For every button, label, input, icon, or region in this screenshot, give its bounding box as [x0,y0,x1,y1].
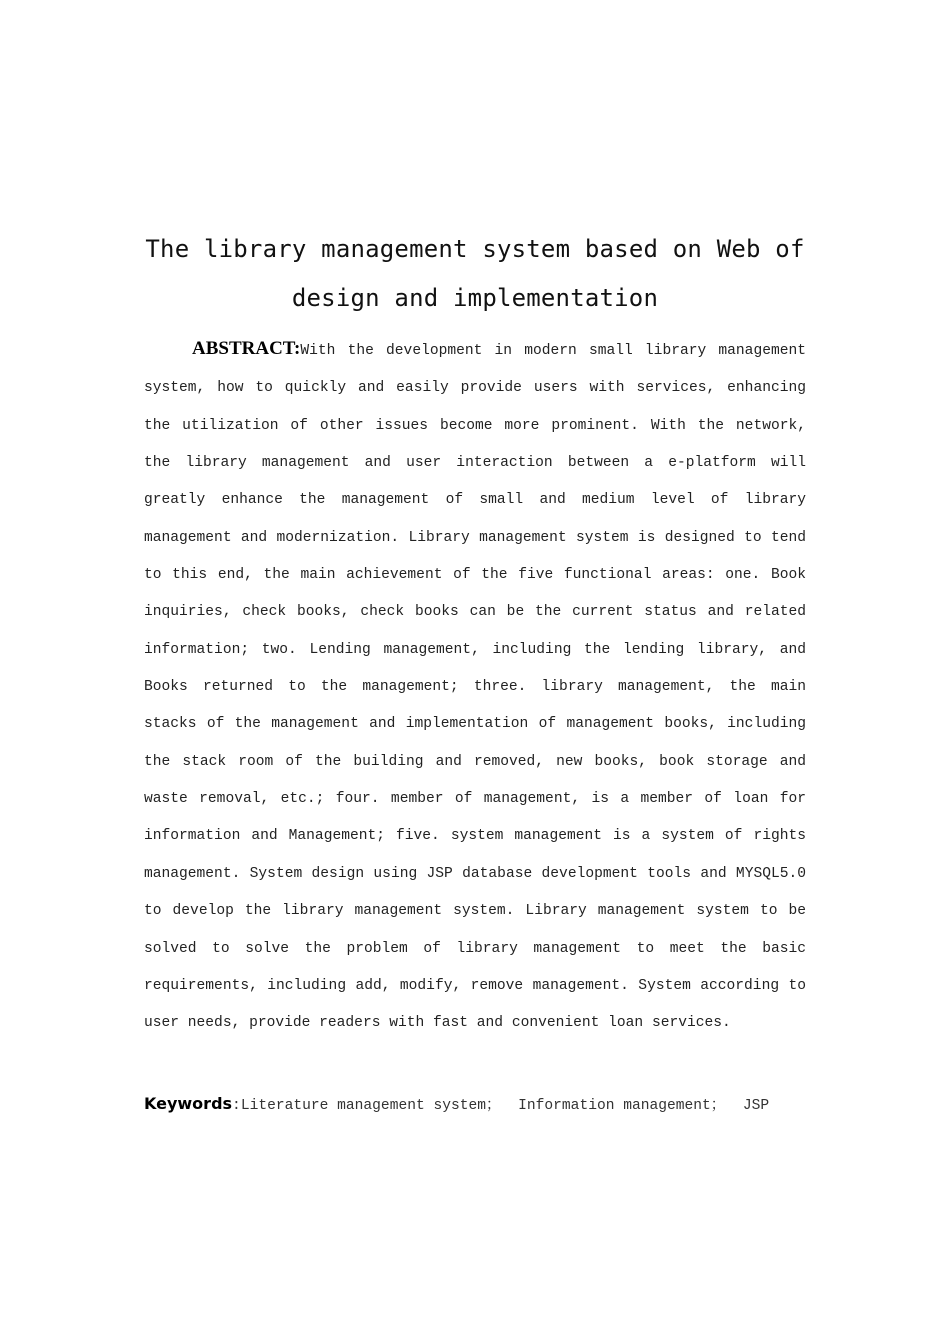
keyword-item: Information management； [518,1098,726,1114]
title-line-1: The library management system based on Web of [145,235,805,263]
abstract-label: ABSTRACT: [192,338,301,359]
keywords-colon: : [232,1098,241,1114]
title-line-2: design and implementation [291,284,659,312]
keyword-item: Literature management system； [240,1098,501,1114]
document-title [110,225,840,323]
keywords-label: Keywords [144,1094,233,1113]
abstract-text: With the development in modern small library management system, how to quickly and easily provide users with services, enhancing the utilization of other issues become more prominent. With the network, the library management and user interaction between a e-platform will greatly enhance the management of small and medium level of library management and modernization. Library management system is designed to tend to this end, the main achievement of the five functional areas: one. Book inquiries, check books, check books can be the current status and related information; two. Lending management, including the lending library, and Books returned to the management; three. library management, the main stacks of the management and implementation of management books, including the stack room of the building and removed, new books, book storage and waste removal, etc.; four. member of management, is a member of loan for information and Management; five. system management is a system of rights management. System design using JSP database development tools and MYSQL5.0 to develop the library management system. Library management system to be solved to solve the problem of library management to meet the basic requirements, including add, modify, remove management. System according to user needs, provide readers with fast and convenient loan services. [144,343,806,1032]
abstract-paragraph [144,330,806,1043]
keywords-line [144,1090,844,1120]
keyword-item: JSP [742,1098,770,1114]
